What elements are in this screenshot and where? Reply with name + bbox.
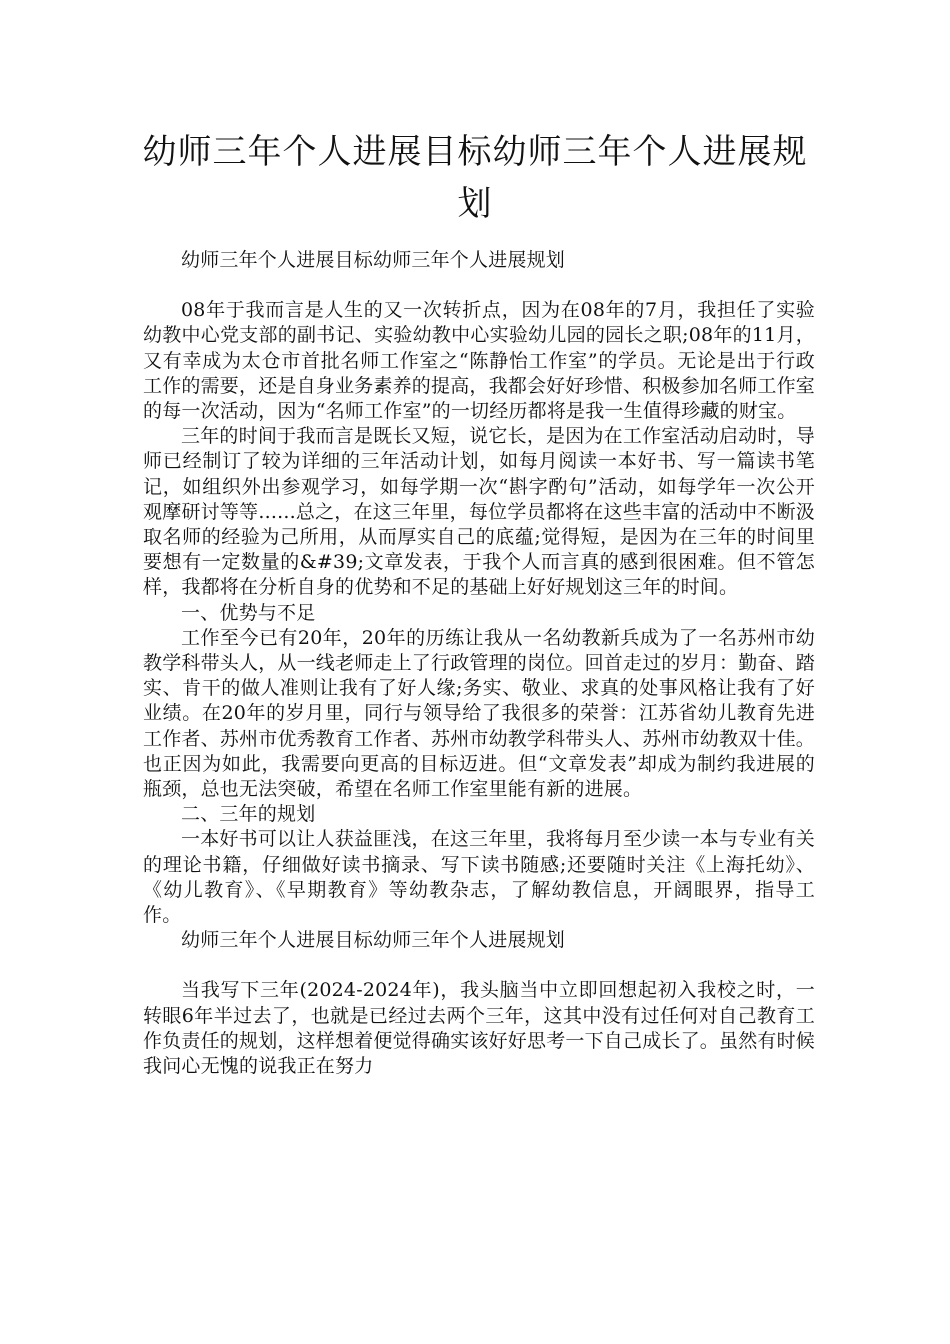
section-heading: 一、优势与不足 — [181, 601, 316, 624]
subtitle-paragraph: 幼师三年个人进展目标幼师三年个人进展规划 — [181, 249, 566, 271]
body-paragraph: 08年于我而言是人生的又一次转折点，因为在08年的7月，我担任了实验幼教中心党支部的副书记、实验幼教中心实验幼儿园的园长之职;08年的11月，又有幸成为太仓市首批名师工作室之“陈静怡工作室”的学员。无论是出于行政工作的需要，还是自身业务素养的提高，我都会好好珍惜、积极参加名师工作室的每一次活动，因为“名师工作室”的一切经历都将是我一生值得珍藏的财宝。 — [143, 299, 816, 423]
repeated-title-paragraph: 幼师三年个人进展目标幼师三年个人进展规划 — [181, 929, 566, 952]
body-paragraph: 三年的时间于我而言是既长又短，说它长，是因为在工作室活动启动时，导师已经制订了较为详细的三年活动计划，如每月阅读一本好书、写一篇读书笔记，如组织外出参观学习，如每学期一次“斟字酌句”活动，如每学年一次公开观摩研讨等等......总之，在这三年里，每位学员都将在这些丰富的活动中不断汲取名师的经验为己所用，从而厚实自己的底蕴;觉得短，是因为在三年的时间里要想有一定数量的&#39;文章发表，于我个人而言真的感到很困难。但不管怎样，我都将在分析自身的优势和不足的基础上好好规划这三年的时间。 — [143, 425, 815, 599]
document-body — [143, 248, 815, 1079]
document-title: 幼师三年个人进展目标幼师三年个人进展规划 — [142, 132, 808, 224]
body-paragraph: 一本好书可以让人获益匪浅，在这三年里，我将每月至少读一本与专业有关的理论书籍，仔细做好读书摘录、写下读书随感;还要随时关注《上海托幼》、《幼儿教育》、《早期教育》等幼教杂志，了解幼教信息，开阔眼界，指导工作。 — [143, 828, 815, 927]
body-paragraph: 工作至今已有20年，20年的历练让我从一名幼教新兵成为了一名苏州市幼教学科带头人，从一线老师走上了行政管理的岗位。回首走过的岁月：勤奋、踏实、肯干的做人准则让我有了好人缘;务实、敬业、求真的处事风格让我有了好业绩。在20年的岁月里，同行与领导给了我很多的荣誉：江苏省幼儿教育先进工作者、苏州市优秀教育工作者、苏州市幼教学科带头人、苏州市幼教双十佳。也正因为如此，我需要向更高的目标迈进。但“文章发表”却成为制约我进展的瓶颈，总也无法突破，希望在名师工作室里能有新的进展。 — [143, 626, 816, 801]
section-heading: 二、三年的规划 — [181, 803, 316, 826]
body-paragraph: 当我写下三年(2024-2024年)，我头脑当中立即回想起初入我校之时，一转眼6年半过去了，也就是已经过去两个三年，这其中没有过任何对自己教育工作负责任的规划，这样想着便觉得确实该好好思考一下自己成长了。虽然有时候我问心无愧的说我正在努力 — [143, 979, 816, 1078]
